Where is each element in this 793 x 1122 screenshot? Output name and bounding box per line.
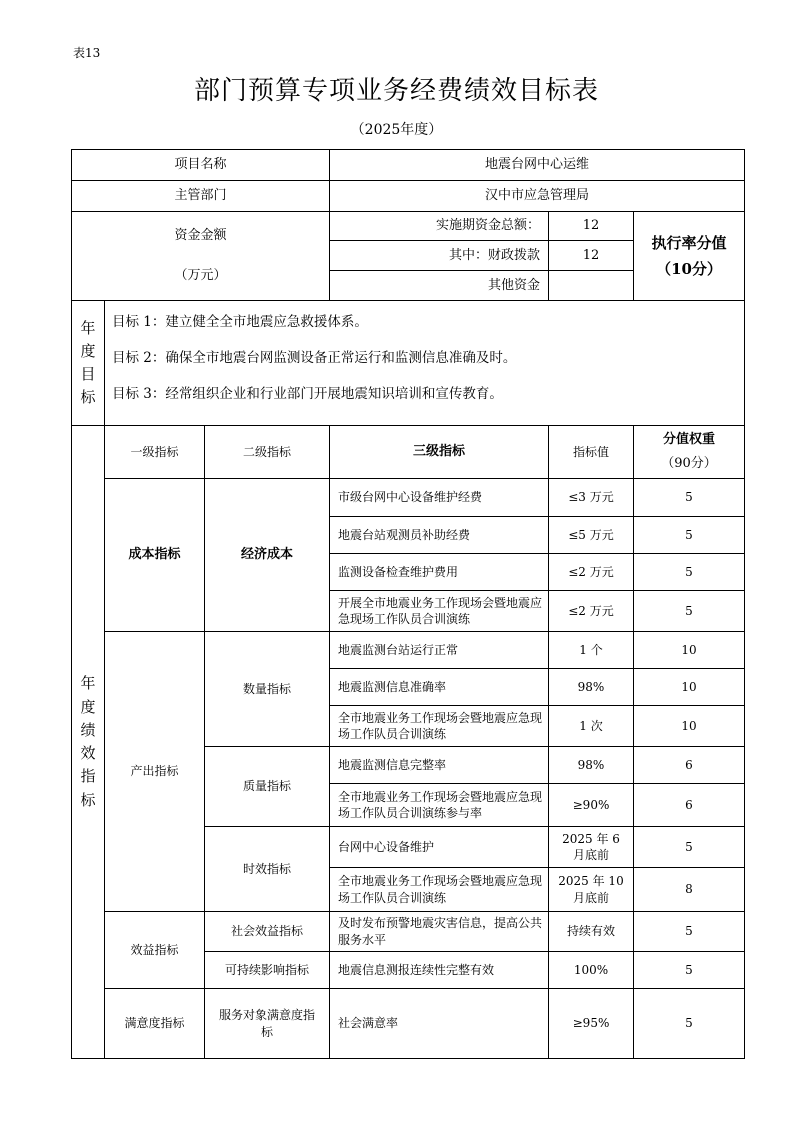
level3-name: 全市地震业务工作现场会暨地震应急现场工作队员合训演练	[329, 705, 549, 747]
level1-satisfaction: 满意度指标	[104, 988, 205, 1059]
indicator-weight: 5	[633, 988, 745, 1059]
level1-benefit: 效益指标	[104, 911, 205, 989]
level3-name: 地震台站观测员补助经费	[329, 516, 549, 554]
indicator-value: 2025 年 6 月底前	[548, 826, 634, 868]
indicator-weight: 5	[633, 478, 745, 517]
indicator-weight: 6	[633, 783, 745, 827]
header-value: 指标值	[548, 425, 634, 479]
level3-name: 台网中心设备维护	[329, 826, 549, 868]
fiscal-fund-value: 12	[548, 240, 634, 271]
header-level1: 一级指标	[104, 425, 205, 479]
indicator-weight: 5	[633, 911, 745, 952]
indicator-value: 2025 年 10 月底前	[548, 867, 634, 912]
year-subtitle: （2025年度）	[350, 122, 443, 138]
fund-unit: （万元）	[174, 268, 227, 283]
other-fund-label: 其他资金	[329, 270, 549, 301]
indicator-value: ≤5 万元	[548, 516, 634, 554]
indicator-value: ≤2 万元	[548, 590, 634, 632]
level3-name: 地震监测台站运行正常	[329, 631, 549, 669]
indicator-value: 持续有效	[548, 911, 634, 952]
indicator-weight: 10	[633, 668, 745, 706]
indicator-value: 98%	[548, 668, 634, 706]
dept-value: 汉中市应急管理局	[329, 180, 745, 212]
indicator-value: 1 个	[548, 631, 634, 669]
level2-timeliness: 时效指标	[204, 826, 330, 912]
level3-name: 全市地震业务工作现场会暨地震应急现场工作队员合训演练参与率	[329, 783, 549, 827]
other-fund-value	[548, 270, 634, 301]
indicator-value: ≤3 万元	[548, 478, 634, 517]
fund-label-cell	[71, 211, 330, 301]
level2-sustainable: 可持续影响指标	[204, 951, 330, 989]
indicator-weight: 5	[633, 590, 745, 632]
level3-name: 地震监测信息完整率	[329, 746, 549, 784]
indicator-weight: 10	[633, 705, 745, 747]
indicator-value: 98%	[548, 746, 634, 784]
level2-service: 服务对象满意度指标	[204, 988, 330, 1059]
execution-score-cell	[633, 211, 745, 301]
annual-goals-label: 年 度 目 标	[71, 300, 105, 426]
table-number: 表13	[73, 46, 101, 60]
execution-score: （10分）	[656, 260, 722, 278]
indicator-value: 100%	[548, 951, 634, 989]
indicator-value: ≥95%	[548, 988, 634, 1059]
page-title: 部门预算专项业务经费绩效目标表	[193, 76, 599, 106]
level3-name: 及时发布预警地震灾害信息，提高公共服务水平	[329, 911, 549, 952]
level3-name: 监测设备检查维护费用	[329, 553, 549, 591]
level1-cost: 成本指标	[104, 478, 205, 632]
header-weight: 分值权重 （90分）	[633, 425, 745, 479]
indicator-weight: 5	[633, 826, 745, 868]
fund-label: 资金金额	[174, 228, 227, 244]
total-fund-label: 实施期资金总额：	[329, 211, 549, 241]
header-level2: 二级指标	[204, 425, 330, 479]
indicator-weight: 5	[633, 553, 745, 591]
dept-label: 主管部门	[71, 180, 330, 212]
project-label: 项目名称	[71, 149, 330, 181]
level2-quantity: 数量指标	[204, 631, 330, 747]
execution-label: 执行率分值	[651, 233, 727, 252]
level3-name: 市级台网中心设备维护经费	[329, 478, 549, 517]
annual-goals-list	[104, 300, 740, 422]
level2-social: 社会效益指标	[204, 911, 330, 952]
performance-indicators-label: 年 度 绩 效 指 标	[71, 425, 105, 1059]
level2-economic: 经济成本	[204, 478, 330, 632]
level1-output: 产出指标	[104, 631, 205, 912]
indicator-value: 1 次	[548, 705, 634, 747]
total-fund-value: 12	[548, 211, 634, 241]
level2-quality: 质量指标	[204, 746, 330, 827]
indicator-weight: 5	[633, 516, 745, 554]
indicator-weight: 8	[633, 867, 745, 912]
indicator-weight: 5	[633, 951, 745, 989]
indicator-value: ≤2 万元	[548, 553, 634, 591]
goal-item: 目标 2：确保全市地震台网监测设备正常运行和监测信息准确及时。	[112, 350, 517, 366]
header-level3: 三级指标	[329, 425, 549, 479]
goal-item: 目标 1：建立健全全市地震应急救援体系。	[112, 314, 368, 330]
level3-name: 地震信息测报连续性完整有效	[329, 951, 549, 989]
level3-name: 社会满意率	[329, 988, 549, 1059]
goal-item: 目标 3：经常组织企业和行业部门开展地震知识培训和宣传教育。	[112, 386, 503, 402]
indicator-weight: 6	[633, 746, 745, 784]
indicator-weight: 10	[633, 631, 745, 669]
level3-name: 地震监测信息准确率	[329, 668, 549, 706]
indicator-value: ≥90%	[548, 783, 634, 827]
fiscal-fund-label: 其中：财政拨款	[329, 240, 549, 271]
project-value: 地震台网中心运维	[329, 149, 745, 181]
level3-name: 全市地震业务工作现场会暨地震应急现场工作队员合训演练	[329, 867, 549, 912]
level3-name: 开展全市地震业务工作现场会暨地震应急现场工作队员合训演练	[329, 590, 549, 632]
